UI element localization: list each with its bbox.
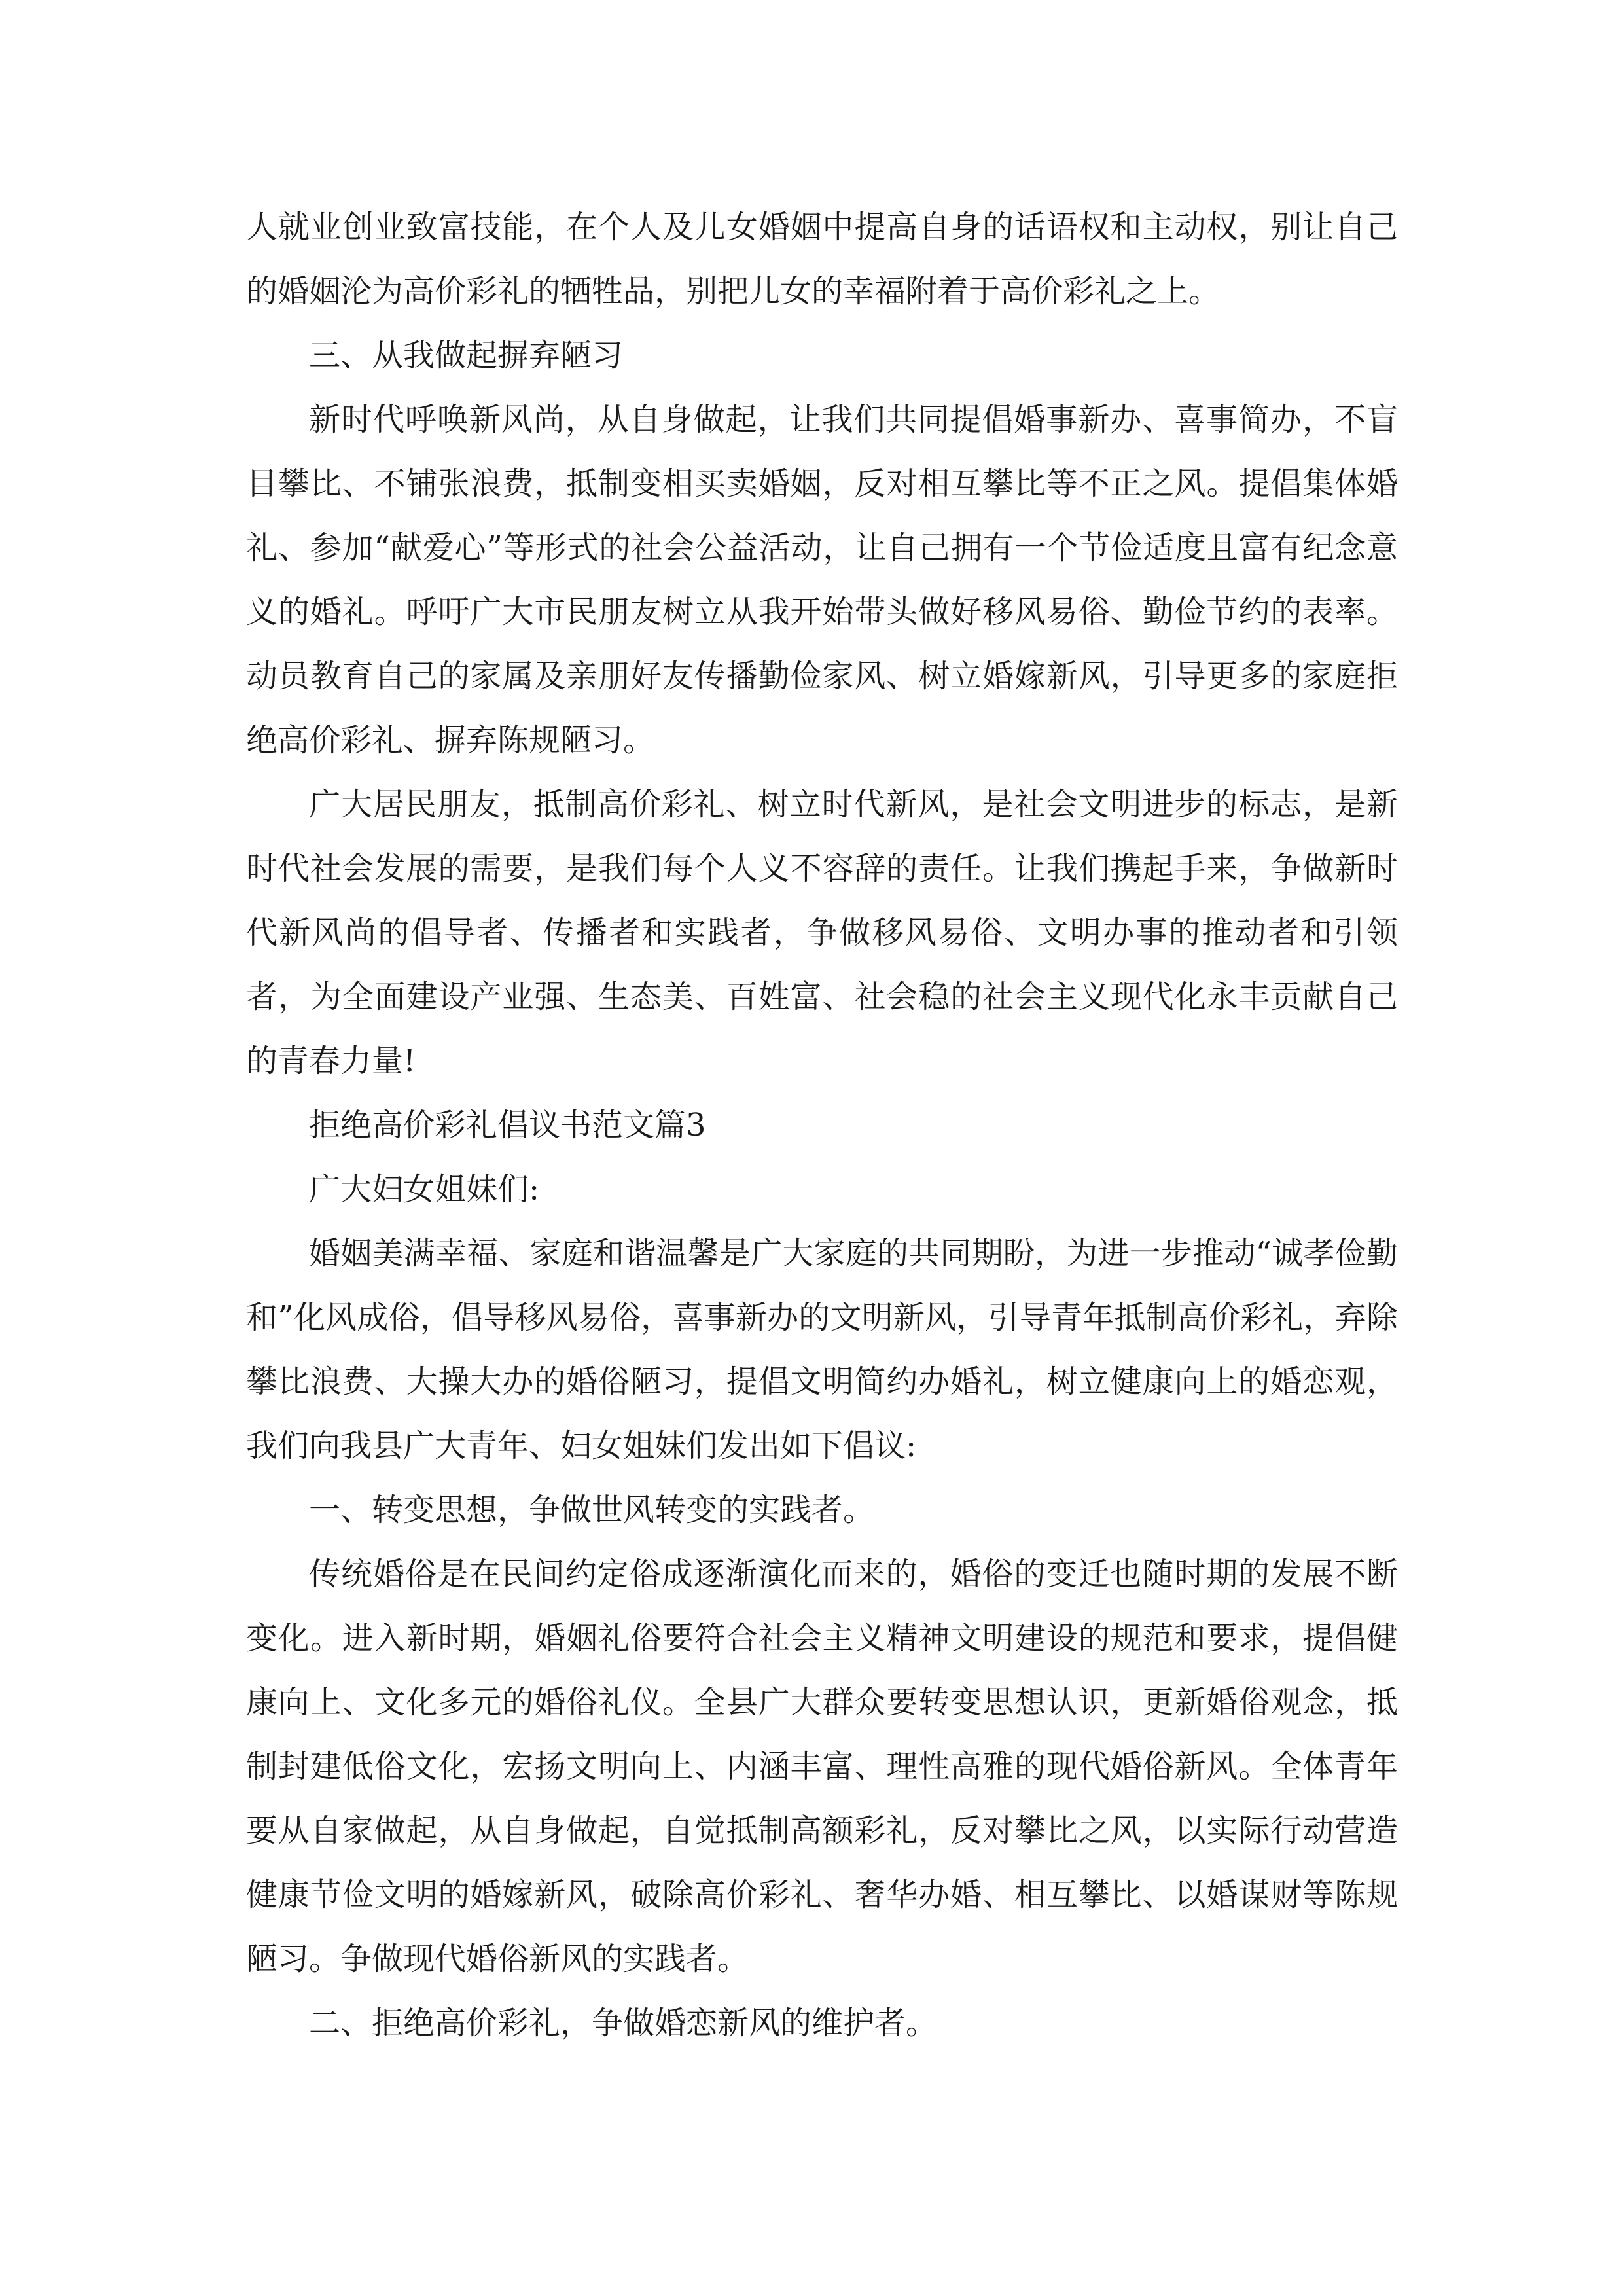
document-body <box>246 195 1398 2055</box>
paragraph: 广大居民朋友，抵制高价彩礼、树立时代新风，是社会文明进步的标志，是新时代社会发展的需要，是我们每个人义不容辞的责任。让我们携起手来，争做新时代新风尚的倡导者、传播者和实践者，争做移风易俗、文明办事的推动者和引领者，为全面建设产业强、生态美、百姓富、社会稳的社会主义现代化永丰贡献自己的青春力量! <box>246 786 1398 1079</box>
paragraph: 传统婚俗是在民间约定俗成逐渐演化而来的，婚俗的变迁也随时期的发展不断变化。进入新时期，婚姻礼俗要符合社会主义精神文明建设的规范和要求，提倡健康向上、文化多元的婚俗礼仪。全县广大群众要转变思想认识，更新婚俗观念，抵制封建低俗文化，宏扬文明向上、内涵丰富、理性高雅的现代婚俗新风。全体青年要从自家做起，从自身做起，自觉抵制高额彩礼，反对攀比之风，以实际行动营造健康节俭文明的婚嫁新风，破除高价彩礼、奢华办婚、相互攀比、以婚谋财等陈规陋习。争做现代婚俗新风的实践者。 <box>246 1556 1398 1977</box>
paragraph-continuation: 人就业创业致富技能，在个人及儿女婚姻中提高自身的话语权和主动权，别让自己的婚姻沦为高价彩礼的牺牲品，别把儿女的幸福附着于高价彩礼之上。 <box>246 209 1398 310</box>
section-heading-1: 一、转变思想，争做世风转变的实践者。 <box>309 1492 875 1528</box>
salutation: 广大妇女姐妹们: <box>309 1171 540 1208</box>
section-heading-3: 三、从我做起摒弃陋习 <box>309 337 624 374</box>
section-heading-2: 二、拒绝高价彩礼，争做婚恋新风的维护者。 <box>309 2005 938 2041</box>
paragraph: 婚姻美满幸福、家庭和谐温馨是广大家庭的共同期盼，为进一步推动“诚孝俭勤和”化风成俗，倡导移风易俗，喜事新办的文明新风，引导青年抵制高价彩礼，弃除攀比浪费、大操大办的婚俗陋习，提倡文明简约办婚礼，树立健康向上的婚恋观，我们向我县广大青年、妇女姐妹们发出如下倡议: <box>246 1235 1398 1464</box>
article-title: 拒绝高价彩礼倡议书范文篇3 <box>309 1107 706 1143</box>
paragraph: 新时代呼唤新风尚，从自身做起，让我们共同提倡婚事新办、喜事简办，不盲目攀比、不铺张浪费，抵制变相买卖婚姻，反对相互攀比等不正之风。提倡集体婚礼、参加“献爱心”等形式的社会公益活动，让自己拥有一个节俭适度且富有纪念意义的婚礼。呼吁广大市民朋友树立从我开始带头做好移风易俗、勤俭节约的表率。动员教育自己的家属及亲朋好友传播勤俭家风、树立婚嫁新风，引导更多的家庭拒绝高价彩礼、摒弃陈规陋习。 <box>246 401 1398 759</box>
